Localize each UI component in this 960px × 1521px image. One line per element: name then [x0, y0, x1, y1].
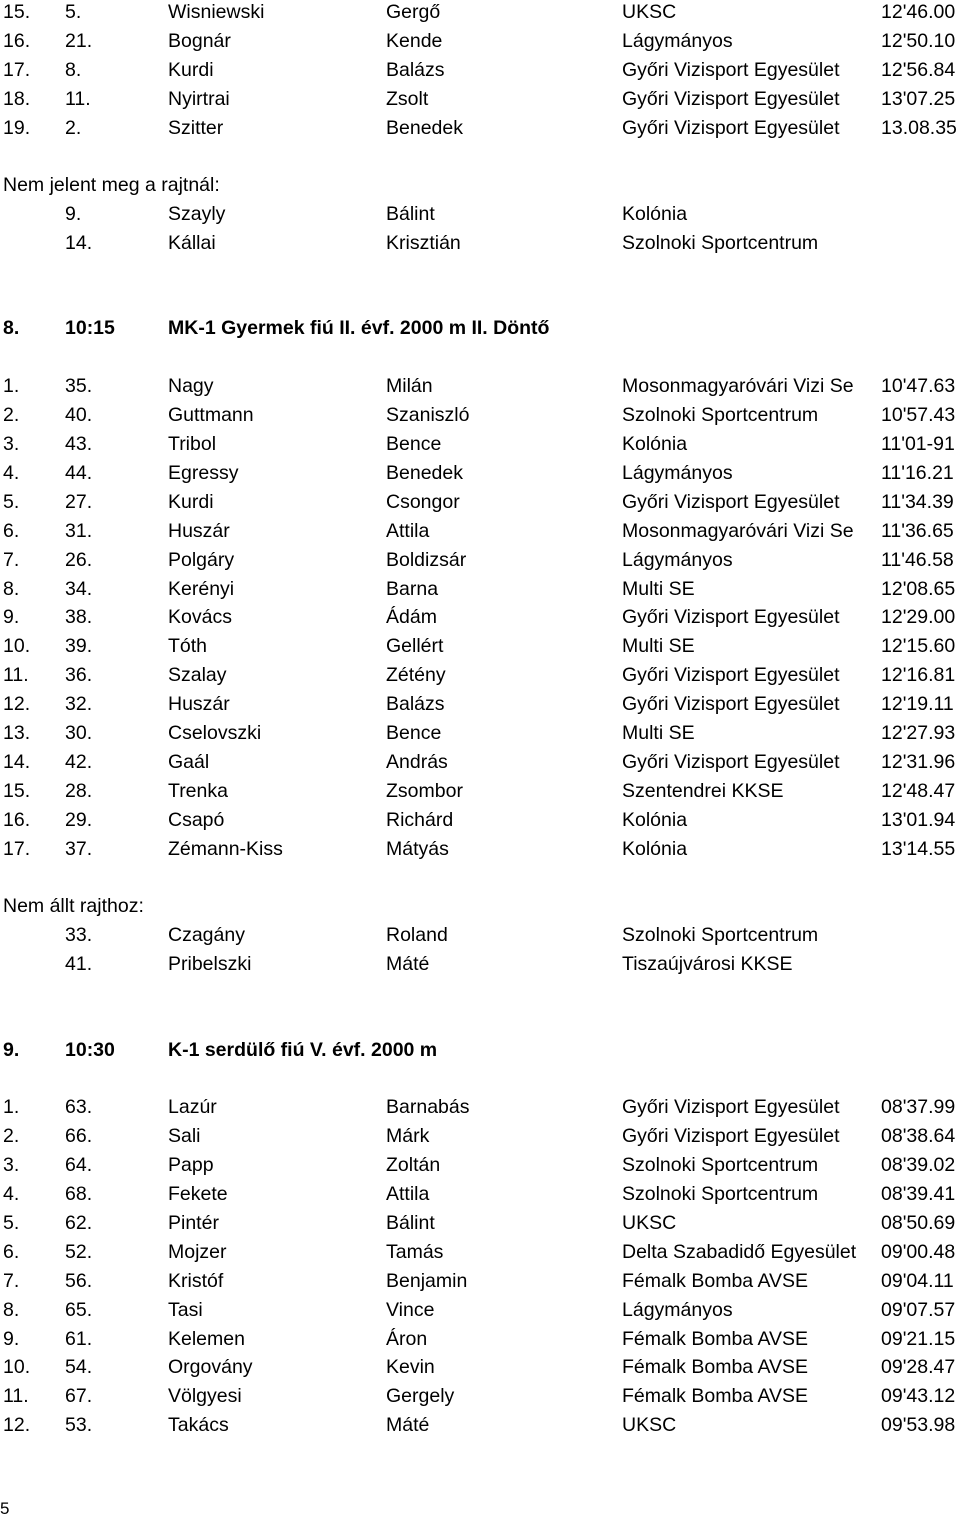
- cell-firstname: Milán: [386, 375, 433, 398]
- cell-club: Szentendrei KKSE: [622, 779, 784, 802]
- result-row: [0, 1209, 960, 1238]
- cell-firstname: Benedek: [386, 116, 463, 139]
- result-row: [0, 372, 960, 401]
- cell-surname: Nagy: [168, 375, 214, 398]
- cell-firstname: Bence: [386, 722, 442, 745]
- cell-surname: Szalay: [168, 664, 227, 687]
- cell-bib: 44.: [65, 461, 93, 484]
- cell-firstname: Szaniszló: [386, 404, 470, 427]
- cell-time: 13'01.94: [881, 808, 956, 831]
- cell-bib: 5.: [65, 1, 82, 23]
- cell-place: 2.: [3, 1125, 20, 1148]
- cell-place: 3.: [3, 433, 20, 456]
- cell-bib: 64.: [65, 1154, 93, 1177]
- cell-place: 11.: [3, 664, 29, 687]
- cell-surname: Mojzer: [168, 1240, 227, 1263]
- cell-club: Lágymányos: [622, 548, 733, 571]
- cell-surname: Orgovány: [168, 1356, 253, 1379]
- cell-firstname: Barnabás: [386, 1096, 470, 1119]
- cell-bib: 36.: [65, 664, 93, 687]
- result-row: [0, 1267, 960, 1296]
- cell-place: 10.: [3, 1356, 31, 1379]
- cell-surname: Szayly: [168, 203, 226, 226]
- dns-label: Nem állt rajthoz:: [3, 895, 144, 918]
- result-row: [0, 748, 960, 777]
- cell-bib: 32.: [65, 693, 93, 716]
- cell-surname: Lazúr: [168, 1096, 217, 1119]
- cell-place: 15.: [3, 1, 31, 23]
- result-row: [0, 806, 960, 835]
- result-row: [0, 0, 960, 27]
- cell-firstname: Balázs: [386, 693, 445, 716]
- event-time: 10:15: [65, 317, 115, 340]
- dns-row: [0, 950, 960, 979]
- cell-surname: Kurdi: [168, 490, 214, 513]
- cell-club: Szolnoki Sportcentrum: [622, 1154, 819, 1177]
- cell-firstname: Richárd: [386, 808, 454, 831]
- cell-time: 10'57.43: [881, 404, 956, 427]
- cell-surname: Kállai: [168, 232, 216, 255]
- result-row: [0, 603, 960, 632]
- cell-bib: 43.: [65, 433, 93, 456]
- cell-firstname: András: [386, 750, 448, 773]
- cell-bib: 31.: [65, 519, 93, 542]
- cell-firstname: Kende: [386, 29, 443, 52]
- cell-firstname: Benjamin: [386, 1269, 468, 1292]
- result-row: [0, 1382, 960, 1411]
- cell-surname: Csapó: [168, 808, 225, 831]
- cell-club: Fémalk Bomba AVSE: [622, 1327, 809, 1350]
- result-row: [0, 1151, 960, 1180]
- cell-time: 09'53.98: [881, 1414, 956, 1437]
- cell-time: 08'38.64: [881, 1125, 956, 1148]
- cell-bib: 8.: [65, 58, 82, 81]
- cell-surname: Kerényi: [168, 577, 235, 600]
- cell-firstname: Gergely: [386, 1385, 455, 1408]
- cell-surname: Tóth: [168, 635, 208, 658]
- cell-time: 12'48.47: [881, 779, 956, 802]
- cell-place: 13.: [3, 722, 31, 745]
- cell-place: 4.: [3, 461, 20, 484]
- result-row: [0, 517, 960, 546]
- cell-time: 11'01-91: [881, 433, 955, 456]
- cell-club: Szolnoki Sportcentrum: [622, 404, 819, 427]
- cell-club: Kolónia: [622, 808, 688, 831]
- cell-place: 2.: [3, 404, 20, 427]
- cell-club: Győri Vizisport Egyesület: [622, 664, 840, 687]
- event-time: 10:30: [65, 1038, 115, 1061]
- cell-bib: 41.: [65, 953, 93, 976]
- cell-bib: 2.: [65, 116, 82, 139]
- cell-club: Kolónia: [622, 203, 688, 226]
- cell-time: 12'15.60: [881, 635, 956, 658]
- cell-place: 5.: [3, 1211, 20, 1234]
- cell-bib: 65.: [65, 1298, 93, 1321]
- cell-firstname: Mátyás: [386, 837, 449, 860]
- cell-place: 4.: [3, 1183, 20, 1205]
- cell-place: 12.: [3, 693, 31, 716]
- cell-club: Győri Vizisport Egyesület: [622, 87, 840, 110]
- cell-surname: Szitter: [168, 116, 224, 139]
- cell-firstname: Attila: [386, 1183, 430, 1205]
- cell-surname: Guttmann: [168, 404, 254, 427]
- cell-bib: 35.: [65, 375, 93, 398]
- cell-club: Lágymányos: [622, 1298, 733, 1321]
- cell-time: 09'43.12: [881, 1385, 956, 1408]
- cell-time: 12'46.00: [881, 1, 956, 23]
- cell-firstname: Márk: [386, 1125, 430, 1148]
- cell-club: Győri Vizisport Egyesület: [622, 490, 840, 513]
- result-row: [0, 546, 960, 575]
- cell-firstname: Gergő: [386, 1, 441, 23]
- cell-place: 1.: [3, 375, 20, 398]
- cell-firstname: Máté: [386, 953, 430, 976]
- dns-row: [0, 200, 960, 229]
- cell-time: 08'39.41: [881, 1183, 956, 1205]
- cell-firstname: Zsombor: [386, 779, 463, 802]
- cell-bib: 27.: [65, 490, 93, 513]
- cell-club: Győri Vizisport Egyesület: [622, 693, 840, 716]
- cell-bib: 33.: [65, 924, 93, 947]
- cell-firstname: Vince: [386, 1298, 435, 1321]
- cell-surname: Huszár: [168, 693, 230, 716]
- result-row: [0, 1093, 960, 1122]
- cell-place: 12.: [3, 1414, 31, 1437]
- cell-firstname: Zétény: [386, 664, 446, 687]
- cell-time: 12'50.10: [881, 29, 956, 52]
- cell-time: 12'16.81: [881, 664, 956, 687]
- cell-time: 09'00.48: [881, 1240, 956, 1263]
- cell-club: Szolnoki Sportcentrum: [622, 924, 819, 947]
- event-title: MK-1 Gyermek fiú II. évf. 2000 m II. Döntő: [168, 317, 550, 340]
- cell-surname: Tribol: [168, 433, 217, 456]
- result-row: [0, 1353, 960, 1382]
- result-row: [0, 632, 960, 661]
- cell-firstname: Balázs: [386, 58, 445, 81]
- cell-time: 12'19.11: [881, 693, 954, 716]
- result-row: [0, 114, 960, 143]
- cell-club: UKSC: [622, 1, 677, 23]
- cell-bib: 68.: [65, 1183, 93, 1205]
- page-number: 5: [0, 1499, 10, 1518]
- cell-time: 08'37.99: [881, 1096, 956, 1119]
- cell-club: Szolnoki Sportcentrum: [622, 1183, 819, 1205]
- cell-bib: 9.: [65, 203, 82, 226]
- cell-club: Győri Vizisport Egyesület: [622, 750, 840, 773]
- dns-row: [0, 921, 960, 950]
- cell-club: Tiszaújvárosi KKSE: [622, 953, 793, 976]
- cell-time: 09'04.11: [881, 1269, 954, 1292]
- cell-place: 14.: [3, 750, 31, 773]
- cell-club: Fémalk Bomba AVSE: [622, 1269, 809, 1292]
- cell-time: 09'21.15: [881, 1327, 956, 1350]
- cell-place: 17.: [3, 837, 31, 860]
- cell-firstname: Zoltán: [386, 1154, 441, 1177]
- cell-place: 17.: [3, 58, 31, 81]
- result-row: [0, 661, 960, 690]
- cell-bib: 67.: [65, 1385, 93, 1408]
- cell-time: 12'56.84: [881, 58, 956, 81]
- event-number: 9.: [3, 1038, 20, 1061]
- event-number: 8.: [3, 317, 20, 340]
- cell-club: Multi SE: [622, 722, 695, 745]
- cell-place: 8.: [3, 577, 20, 600]
- cell-surname: Fekete: [168, 1183, 228, 1205]
- cell-surname: Gaál: [168, 750, 210, 773]
- cell-club: Lágymányos: [622, 461, 733, 484]
- cell-surname: Polgáry: [168, 548, 235, 571]
- cell-club: Győri Vizisport Egyesület: [622, 1096, 840, 1119]
- cell-club: Győri Vizisport Egyesület: [622, 1125, 840, 1148]
- cell-bib: 28.: [65, 779, 93, 802]
- result-row: [0, 690, 960, 719]
- result-row: [0, 1411, 960, 1440]
- cell-club: Győri Vizisport Egyesület: [622, 116, 840, 139]
- cell-surname: Takács: [168, 1414, 229, 1437]
- cell-surname: Kristóf: [168, 1269, 224, 1292]
- cell-surname: Bognár: [168, 29, 231, 52]
- cell-bib: 52.: [65, 1240, 93, 1263]
- cell-firstname: Tamás: [386, 1240, 444, 1263]
- cell-surname: Czagány: [168, 924, 245, 947]
- cell-place: 16.: [3, 808, 31, 831]
- result-row: [0, 401, 960, 430]
- cell-time: 11'16.21: [881, 461, 954, 484]
- cell-place: 1.: [3, 1096, 20, 1119]
- cell-bib: 34.: [65, 577, 93, 600]
- cell-bib: 66.: [65, 1125, 93, 1148]
- cell-bib: 14.: [65, 232, 93, 255]
- cell-firstname: Csongor: [386, 490, 460, 513]
- cell-time: 08'50.69: [881, 1211, 956, 1234]
- cell-bib: 29.: [65, 808, 93, 831]
- result-row: [0, 1296, 960, 1325]
- cell-time: 13'07.25: [881, 87, 956, 110]
- cell-time: 09'28.47: [881, 1356, 956, 1379]
- cell-surname: Kelemen: [168, 1327, 245, 1350]
- cell-bib: 61.: [65, 1327, 93, 1350]
- cell-place: 6.: [3, 519, 20, 542]
- cell-firstname: Bence: [386, 433, 442, 456]
- cell-firstname: Krisztián: [386, 232, 461, 255]
- result-row: [0, 1180, 960, 1209]
- cell-firstname: Zsolt: [386, 87, 429, 110]
- cell-surname: Nyirtrai: [168, 87, 230, 110]
- cell-firstname: Benedek: [386, 461, 463, 484]
- cell-surname: Trenka: [168, 779, 228, 802]
- cell-bib: 38.: [65, 606, 93, 629]
- cell-club: Multi SE: [622, 577, 695, 600]
- cell-club: Mosonmagyaróvári Vizi Se: [622, 519, 854, 542]
- cell-bib: 21.: [65, 29, 93, 52]
- cell-time: 11'46.58: [881, 548, 954, 571]
- cell-club: UKSC: [622, 1414, 677, 1437]
- cell-surname: Papp: [168, 1154, 214, 1177]
- cell-surname: Sali: [168, 1125, 201, 1148]
- cell-place: 19.: [3, 116, 31, 139]
- cell-bib: 39.: [65, 635, 93, 658]
- cell-time: 12'27.93: [881, 722, 956, 745]
- cell-surname: Kurdi: [168, 58, 214, 81]
- cell-surname: Pribelszki: [168, 953, 252, 976]
- cell-firstname: Máté: [386, 1414, 430, 1437]
- cell-firstname: Áron: [386, 1327, 428, 1350]
- cell-time: 11'36.65: [881, 519, 954, 542]
- cell-surname: Cselovszki: [168, 722, 262, 745]
- cell-place: 9.: [3, 606, 20, 629]
- result-row: [0, 85, 960, 114]
- result-row: [0, 777, 960, 806]
- cell-place: 3.: [3, 1154, 20, 1177]
- cell-place: 7.: [3, 548, 20, 571]
- cell-bib: 42.: [65, 750, 93, 773]
- event-heading: [0, 1036, 960, 1065]
- cell-surname: Kovács: [168, 606, 232, 629]
- result-row: [0, 719, 960, 748]
- cell-place: 18.: [3, 87, 31, 110]
- cell-place: 9.: [3, 1327, 20, 1350]
- cell-time: 10'47.63: [881, 375, 956, 398]
- result-row: [0, 56, 960, 85]
- result-row: [0, 430, 960, 459]
- cell-time: 08'39.02: [881, 1154, 956, 1177]
- cell-club: Fémalk Bomba AVSE: [622, 1356, 809, 1379]
- cell-firstname: Boldizsár: [386, 548, 467, 571]
- cell-place: 6.: [3, 1240, 20, 1263]
- cell-surname: Völgyesi: [168, 1385, 242, 1408]
- dns-label: Nem jelent meg a rajtnál:: [3, 174, 220, 197]
- cell-bib: 26.: [65, 548, 93, 571]
- cell-firstname: Bálint: [386, 1211, 435, 1234]
- cell-time: 12'08.65: [881, 577, 956, 600]
- cell-bib: 37.: [65, 837, 93, 860]
- cell-time: 09'07.57: [881, 1298, 956, 1321]
- cell-club: Szolnoki Sportcentrum: [622, 232, 819, 255]
- cell-bib: 56.: [65, 1269, 93, 1292]
- cell-firstname: Barna: [386, 577, 439, 600]
- result-row: [0, 27, 960, 56]
- cell-club: Mosonmagyaróvári Vizi Se: [622, 375, 854, 398]
- dns-row: [0, 229, 960, 258]
- cell-time: 12'29.00: [881, 606, 956, 629]
- cell-place: 11.: [3, 1385, 29, 1408]
- cell-time: 13'14.55: [881, 837, 956, 860]
- cell-time: 12'31.96: [881, 750, 956, 773]
- cell-firstname: Kevin: [386, 1356, 435, 1379]
- cell-club: Lágymányos: [622, 29, 733, 52]
- cell-place: 8.: [3, 1298, 20, 1321]
- cell-club: Kolónia: [622, 433, 688, 456]
- cell-club: Multi SE: [622, 635, 695, 658]
- cell-place: 5.: [3, 490, 20, 513]
- cell-surname: Pintér: [168, 1211, 219, 1234]
- cell-place: 10.: [3, 635, 31, 658]
- cell-bib: 54.: [65, 1356, 93, 1379]
- cell-firstname: Roland: [386, 924, 448, 947]
- event-title: K-1 serdülő fiú V. évf. 2000 m: [168, 1038, 438, 1061]
- cell-bib: 63.: [65, 1096, 93, 1119]
- result-row: [0, 1238, 960, 1267]
- result-row: [0, 1325, 960, 1354]
- cell-bib: 11.: [65, 87, 91, 110]
- result-row: [0, 459, 960, 488]
- cell-club: UKSC: [622, 1211, 677, 1234]
- cell-surname: Egressy: [168, 461, 239, 484]
- cell-place: 15.: [3, 779, 31, 802]
- event-heading: [0, 314, 960, 343]
- cell-firstname: Bálint: [386, 203, 435, 226]
- cell-surname: Zémann-Kiss: [168, 837, 283, 860]
- cell-bib: 62.: [65, 1211, 93, 1234]
- result-row: [0, 575, 960, 604]
- cell-club: Fémalk Bomba AVSE: [622, 1385, 809, 1408]
- cell-firstname: Ádám: [386, 606, 437, 629]
- cell-firstname: Gellért: [386, 635, 444, 658]
- result-row: [0, 1122, 960, 1151]
- cell-place: 16.: [3, 29, 31, 52]
- cell-time: 13.08.35: [881, 116, 957, 139]
- cell-club: Győri Vizisport Egyesület: [622, 606, 840, 629]
- cell-firstname: Attila: [386, 519, 430, 542]
- cell-bib: 40.: [65, 404, 93, 427]
- result-row: [0, 835, 960, 864]
- cell-bib: 53.: [65, 1414, 93, 1437]
- cell-bib: 30.: [65, 722, 93, 745]
- cell-surname: Huszár: [168, 519, 230, 542]
- cell-club: Delta Szabadidő Egyesület: [622, 1240, 857, 1263]
- cell-time: 11'34.39: [881, 490, 954, 513]
- cell-surname: Tasi: [168, 1298, 203, 1321]
- cell-place: 7.: [3, 1269, 20, 1292]
- cell-club: Győri Vizisport Egyesület: [622, 58, 840, 81]
- result-row: [0, 488, 960, 517]
- cell-club: Kolónia: [622, 837, 688, 860]
- cell-surname: Wisniewski: [168, 1, 265, 23]
